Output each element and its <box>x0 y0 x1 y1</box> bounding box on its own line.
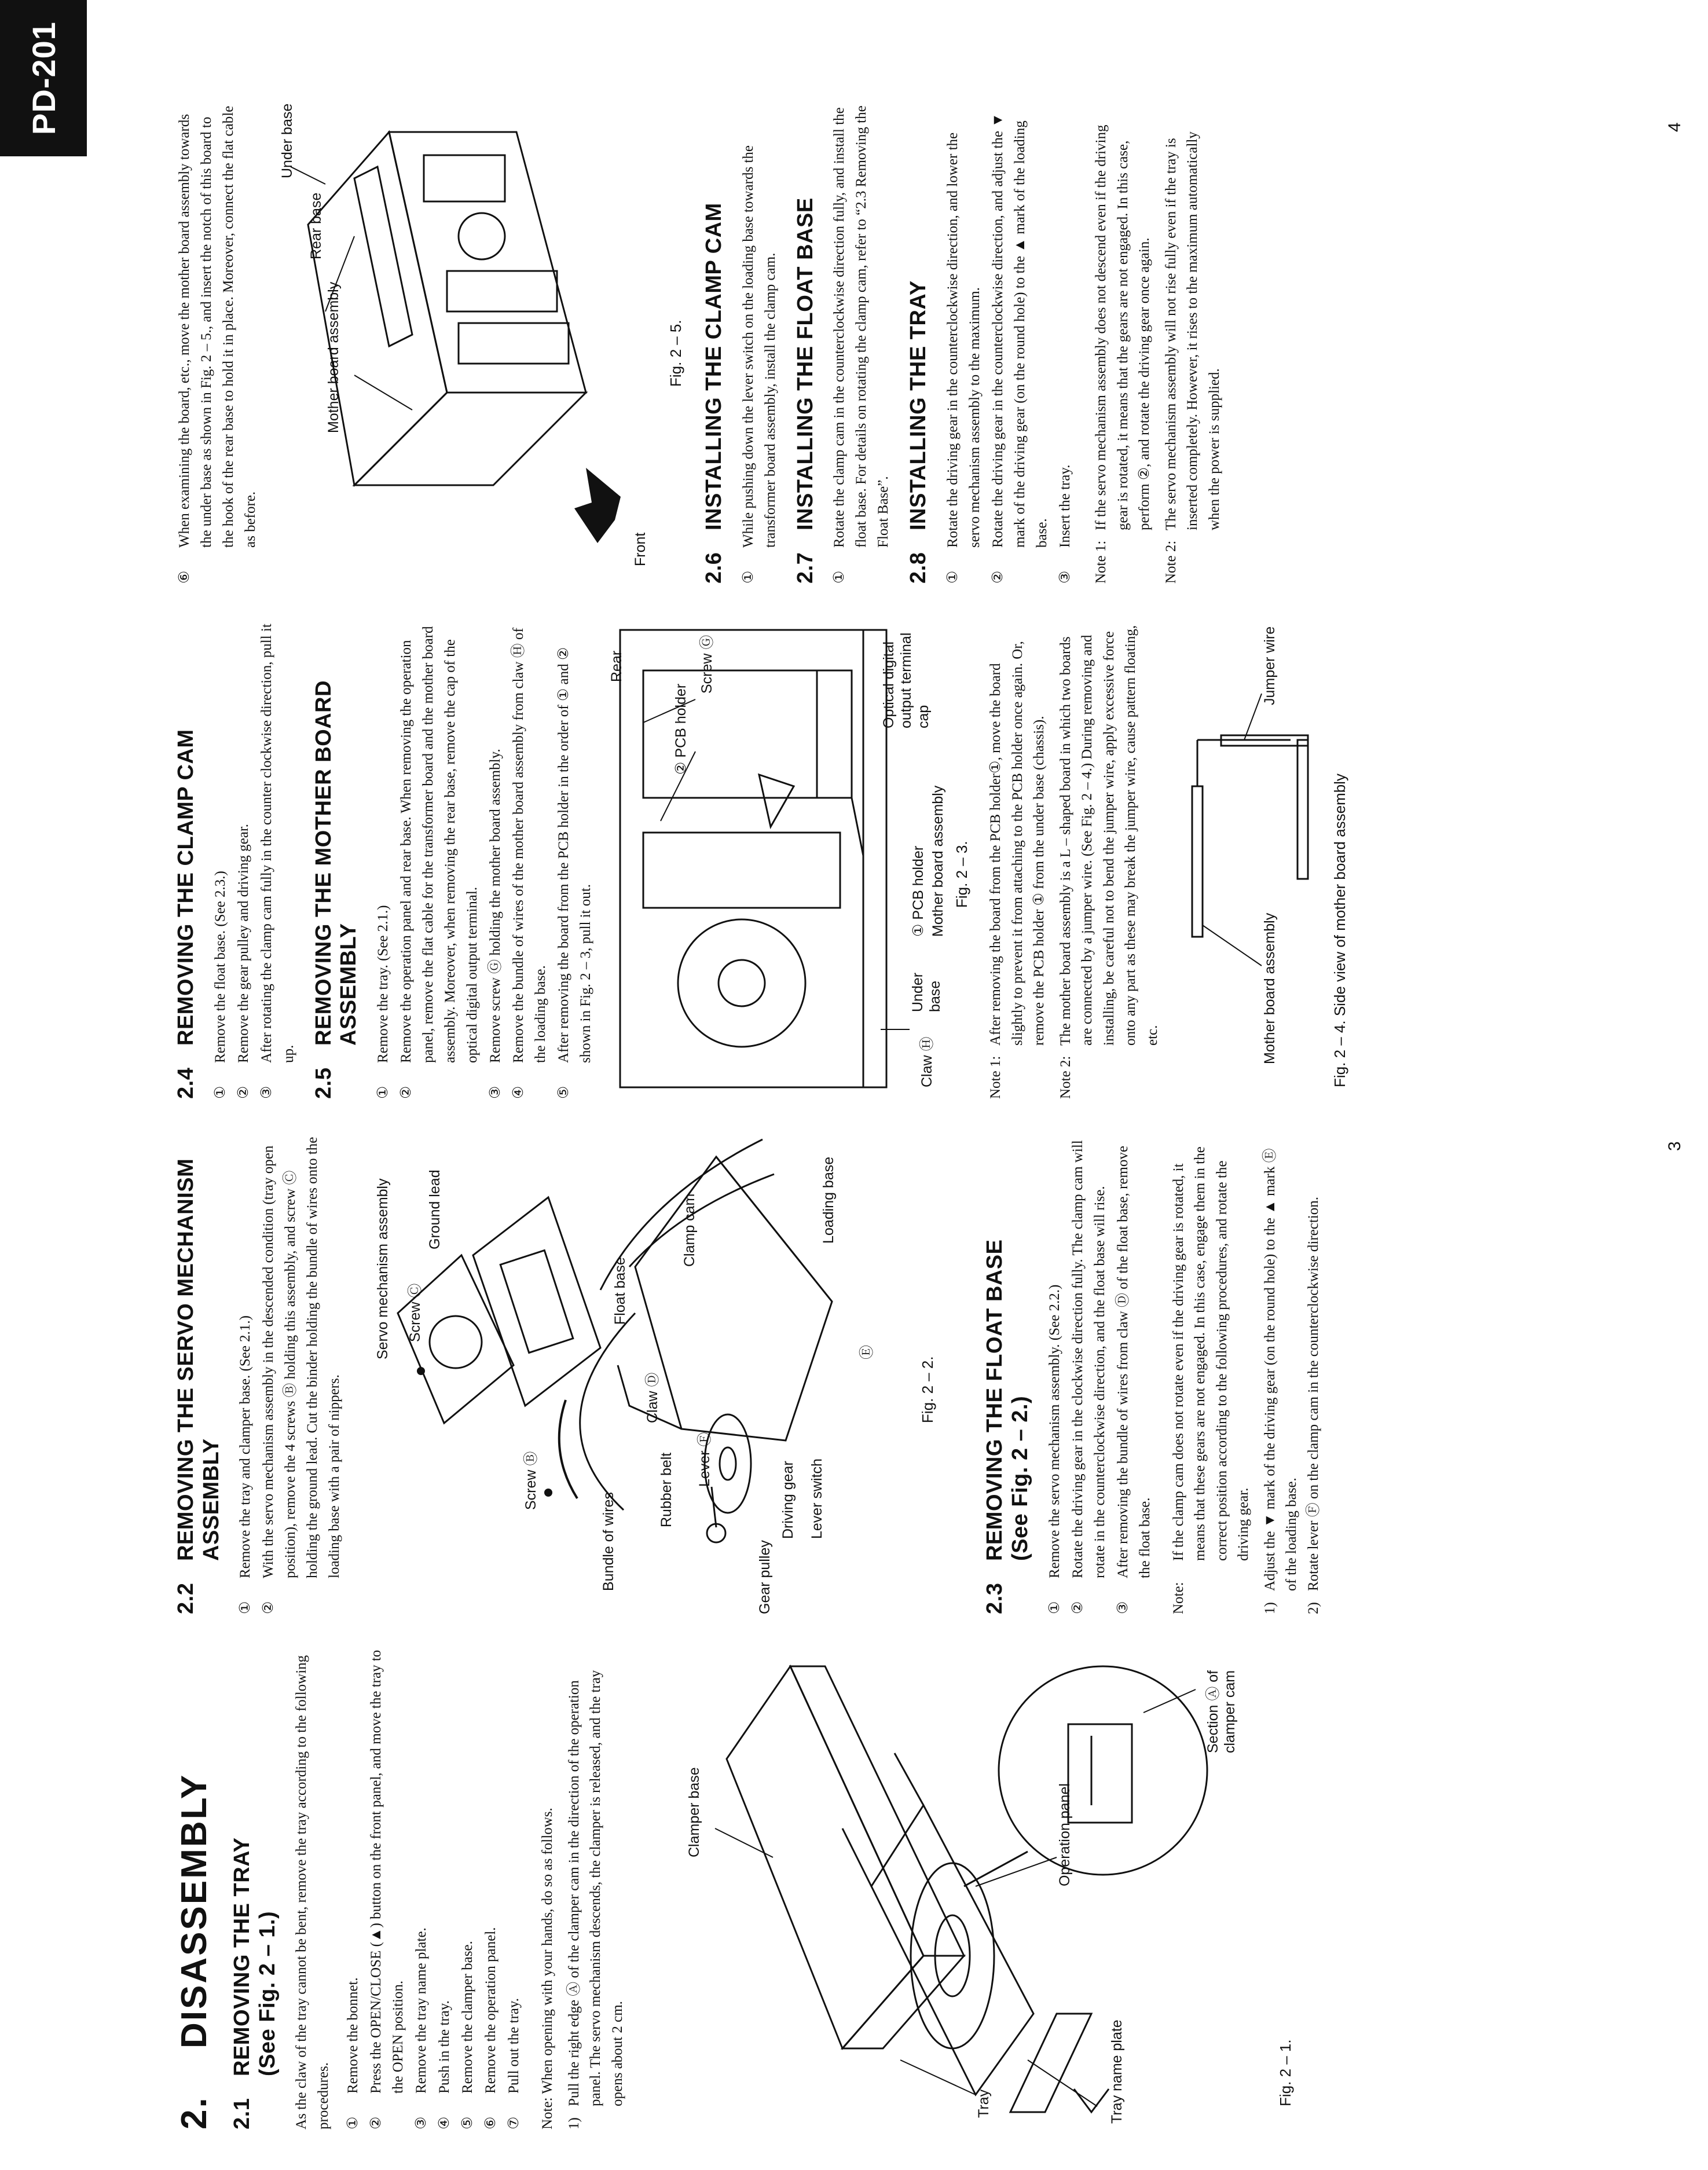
note-text: If the clamp cam does not rotate even if the driving gear is rotated, it means that these gears are not engaged. In this case, engage them in the correct position according to the following procedures, and rotate the driving gear. <box>1170 1146 1252 1561</box>
section-2-3-note <box>1168 1134 1255 1614</box>
column-2 <box>0 1134 1708 1614</box>
section-2-3-sub-2 <box>1303 1134 1325 1614</box>
label-screw-c: Screw Ⓒ <box>407 1283 424 1342</box>
section-2-1-title <box>230 1649 280 2129</box>
step-text: Remove the servo mechanism assembly. (See 2.2.) <box>1046 1284 1062 1578</box>
note-label: Note 1: <box>1093 540 1109 584</box>
step-text: Rotate the driving gear in the clockwise direction fully. The clamp cam will rotate in the counterclockwise direction, and the float base will rise. <box>1069 1140 1108 1578</box>
section-title-line2: ASSEMBLY <box>199 1438 223 1561</box>
label-front: Front <box>632 532 648 566</box>
step-text: Rotate the driving gear in the counterclockwise direction, and lower the servo mechanism assembly to the maximum. <box>945 132 983 548</box>
step-marker: ② <box>1069 1601 1086 1614</box>
note-text: If the servo mechanism assembly does not descend even if the driving gear is rotated, it means that the gears are not engaged. In this case, perform ②, and rotate the driving gear once again. <box>1093 124 1153 530</box>
step-text: Remove the bundle of wires of the mother board assembly from claw Ⓗ of the loading base. <box>511 628 549 1063</box>
section-number: 2.7 <box>793 552 818 584</box>
note-text: Rotate lever Ⓕ on the clamp cam in the counterclockwise direction. <box>1305 1196 1321 1591</box>
step-marker: ③ <box>413 2116 430 2129</box>
section-title-line1: REMOVING THE SERVO MECHANISM <box>174 1158 198 1561</box>
note-label: 2) <box>1305 1602 1321 1614</box>
section-title-line1: INSTALLING THE TRAY <box>906 280 931 530</box>
step-text: Press the OPEN/CLOSE (▲) button on the front panel, and move the tray to the OPEN position. <box>368 1650 406 2094</box>
list-item <box>829 103 895 584</box>
step-marker: ② <box>261 1601 277 1614</box>
label-optical-line2: output terminal <box>898 632 915 728</box>
label-lever-switch: Lever switch <box>809 1458 826 1539</box>
label-optical-line1: Optical digital <box>881 641 897 728</box>
label-under-line2: base <box>927 980 944 1012</box>
label-servo-mechanism: Servo mechanism assembly <box>375 1178 391 1359</box>
chapter-number: 2. <box>174 2096 214 2129</box>
figure-2-5 <box>273 103 702 584</box>
list-item <box>342 1649 364 2129</box>
section-2-5-note-1 <box>985 618 1050 1099</box>
section-2-7-steps <box>829 103 895 584</box>
list-item <box>233 618 255 1099</box>
section-2-7-title <box>793 103 819 584</box>
step-marker: ① <box>212 1086 228 1099</box>
step-text: Remove screw Ⓖ holding the mother board assembly. <box>488 749 504 1063</box>
list-item <box>210 618 232 1099</box>
step-text: Remove the operation panel and rear base. When removing the operation panel, remove the flat cable for the transformer board and the mother board assembly. Moreover, when removing the rear base, remove the cap of the optical digital output terminal. <box>398 626 481 1063</box>
section-title-line2: (See Fig. 2 – 2.) <box>1008 1395 1033 1561</box>
step-text: Remove the tray. (See 2.1.) <box>375 905 391 1063</box>
section-number: 2.5 <box>311 1067 336 1099</box>
figure-2-2 <box>357 1134 983 1614</box>
chapter-title-text: DISASSEMBLY <box>174 1773 214 2048</box>
column-1 <box>0 1649 1708 2129</box>
step-marker: ① <box>831 570 848 584</box>
note-text: Pull the right edge Ⓐ of the clamper cam in the direction of the operation panel. The servo mechanism descends, the clamper is released, and the tray opens about 2 cm. <box>566 1670 625 2106</box>
label-claw-h: Claw Ⓗ <box>919 1036 936 1087</box>
step-text: When examining the board, etc., move the mother board assembly towards the under base as shown in Fig. 2 – 5., and insert the notch of this board to the hook of the rear base to hold it in place. Moreover, connect the flat cable as before. <box>177 105 258 548</box>
step-text: Remove the bonnet. <box>345 1977 361 2094</box>
section-2-8-note-2 <box>1160 103 1226 584</box>
section-2-5-title <box>311 618 362 1099</box>
list-item <box>256 618 300 1099</box>
section-2-6-title <box>702 103 727 584</box>
list-item <box>1054 103 1076 584</box>
step-marker: ③ <box>258 1086 274 1099</box>
list-item <box>485 618 507 1099</box>
step-marker: ② <box>398 1086 415 1099</box>
step-marker: ② <box>368 2116 384 2129</box>
label-screw-g: Screw Ⓖ <box>699 635 716 694</box>
section-2-1-note-item <box>563 1649 629 2129</box>
figure-2-2-caption: Fig. 2 – 2. <box>919 1356 937 1423</box>
list-item <box>174 103 262 584</box>
list-item <box>987 103 1053 584</box>
label-gear-pulley: Gear pulley <box>757 1540 774 1614</box>
note-label: 1) <box>566 2117 582 2129</box>
column-3 <box>0 618 1708 1099</box>
section-number: 2.6 <box>702 552 726 584</box>
list-item <box>508 618 552 1099</box>
step-marker: ① <box>375 1086 391 1099</box>
section-title-line1: REMOVING THE FLOAT BASE <box>983 1239 1007 1561</box>
label-rear-base: Rear base <box>308 192 324 259</box>
page-number-left: 3 <box>1665 1141 1684 1151</box>
label-pcb-holder-1: ① PCB holder <box>910 845 927 937</box>
section-2-8-title <box>906 103 932 584</box>
section-title-line1: INSTALLING THE CLAMP CAM <box>702 203 726 530</box>
step-marker: ⑦ <box>506 2116 522 2129</box>
side-view-diagram <box>1175 618 1320 1099</box>
section-number: 2.1 <box>230 2098 254 2129</box>
label-bundle-of-wires: Bundle of wires <box>600 1492 617 1591</box>
note-label: Note 2: <box>1163 540 1179 584</box>
label-tray-name-plate: Tray name plate <box>1109 2019 1126 2124</box>
step-text: Pull out the tray. <box>506 1997 522 2094</box>
label-mother-board-fig5: Mother board assembly <box>325 281 342 433</box>
label-tray: Tray <box>976 2089 992 2118</box>
label-lever-f: Lever Ⓕ <box>697 1432 713 1487</box>
section-title-line1: REMOVING THE TRAY <box>230 1837 254 2076</box>
step-marker: ③ <box>1057 570 1073 584</box>
label-optical-line3: cap <box>915 705 932 728</box>
figure-2-3 <box>609 618 971 1099</box>
label-rubber-belt: Rubber belt <box>658 1452 675 1527</box>
step-text: Remove the float base. (See 2.3.) <box>212 871 228 1063</box>
step-text: After rotating the clamp cam fully in the counter clockwise direction, pull it up. <box>258 624 296 1063</box>
label-clamp-cam: Clamp cam <box>681 1193 698 1267</box>
section-2-3-title <box>983 1134 1033 1614</box>
label-float-base: Float base <box>612 1257 629 1325</box>
section-2-2-title <box>174 1134 224 1614</box>
list-item <box>372 618 394 1099</box>
list-item <box>1067 1134 1111 1614</box>
label-mother-board-side: Mother board assembly <box>1262 912 1278 1064</box>
step-text: Rotate the clamp cam in the counterclockwise direction fully, and install the float base. For details on rotating the clamp cam, refer to “2.3 Removing the Float Base”. <box>831 105 892 548</box>
section-2-2-steps <box>234 1134 346 1614</box>
section-number: 2.8 <box>906 552 931 584</box>
section-2-6-steps <box>738 103 782 584</box>
label-section-a-line2: clamper cam <box>1222 1670 1238 1753</box>
figure-2-5-caption: Fig. 2 – 5. <box>667 320 684 387</box>
label-section-a-line1: Section Ⓐ of <box>1205 1670 1222 1753</box>
step-marker: ⑥ <box>177 570 192 584</box>
label-mark-e: Ⓔ <box>859 1344 875 1359</box>
step-text: Remove the gear pulley and driving gear. <box>235 823 251 1063</box>
column-4 <box>0 103 1708 584</box>
step-marker: ① <box>345 2116 361 2129</box>
label-claw-d: Claw Ⓓ <box>644 1372 661 1423</box>
label-ground-lead: Ground lead <box>427 1170 444 1249</box>
model-badge: PD-201 <box>0 0 87 156</box>
step-marker: ① <box>237 1601 254 1614</box>
label-screw-b: Screw Ⓑ <box>523 1451 540 1510</box>
section-2-8-note-1 <box>1090 103 1156 584</box>
figure-2-1-caption: Fig. 2 – 1. <box>1277 2039 1295 2106</box>
section-2-1-intro: As the claw of the tray cannot be bent, remove the tray according to the following procedures. <box>294 1655 331 2129</box>
section-number: 2.4 <box>174 1067 198 1099</box>
step-text: Rotate the driving gear in the counterclockwise direction, and adjust the ▼ mark of the driving gear (on the round hole) to the ▲ mark of the loading base. <box>990 113 1050 548</box>
tray-diagram <box>651 1649 1253 2129</box>
step-marker: ④ <box>511 1086 527 1099</box>
note-text: The mother board assembly is a L – shaped board in which two boards are connected by a jumper wire. (See Fig. 2 – 4.) During removing and installing, be careful not to bend the jumper wire, apply excessive force onto any part as these may break the jumper wire, cause pattern floating, etc. <box>1057 625 1160 1046</box>
list-item <box>738 103 782 584</box>
step-marker: ⑤ <box>460 2116 476 2129</box>
step-text: After removing the board from the PCB holder in the order of ① and ② shown in Fig. 2 – 3, pull it out. <box>556 647 594 1063</box>
chapter-title <box>174 1649 215 2129</box>
list-item <box>395 618 483 1099</box>
section-2-1-note-head: Note: When opening with your hands, do so as follows. <box>540 1808 556 2129</box>
section-2-8-steps <box>942 103 1076 584</box>
step-text: Remove the tray and clamper base. (See 2.1.) <box>237 1315 254 1578</box>
label-driving-gear: Driving gear <box>780 1461 797 1539</box>
note-label: 1) <box>1262 1602 1278 1614</box>
section-2-3-steps <box>1044 1134 1156 1614</box>
note-text: The servo mechanism assembly will not rise fully even if the tray is inserted completely. However, it rises to the maximum automatically when the power is supplied. <box>1163 131 1222 530</box>
section-title-line1: INSTALLING THE FLOAT BASE <box>793 197 818 530</box>
list-item <box>434 1649 456 2129</box>
list-item <box>365 1649 409 2129</box>
label-jumper-wire: Jumper wire <box>1262 626 1278 705</box>
note-text: After removing the board from the PCB holder①, move the board slightly to prevent it from attaching to the PCB holder once again. Or, remove the PCB holder ① from the under base (chassis). <box>988 641 1047 1046</box>
list-item <box>942 103 986 584</box>
step-text: Insert the tray. <box>1057 464 1073 548</box>
step-text: With the servo mechanism assembly in the descended condition (tray open position), remove the 4 screws Ⓑ holding this assembly, and screw Ⓒ holding the ground lead. Cut the binder holding the bundle of wires onto the loading base with a pair of nippers. <box>261 1137 343 1578</box>
label-pcb-holder-2: ② PCB holder <box>673 683 690 775</box>
list-item <box>1044 1134 1066 1614</box>
section-title-line2: ASSEMBLY <box>336 923 361 1046</box>
step-text: Remove the tray name plate. <box>413 1927 430 2094</box>
step-marker: ① <box>740 570 756 584</box>
step-text: Push in the tray. <box>437 2000 453 2094</box>
figure-2-4-caption: Fig. 2 – 4. Side view of mother board assembly <box>1331 774 1349 1087</box>
label-under-base: Under base <box>279 103 295 178</box>
step-marker: ③ <box>1115 1601 1131 1614</box>
list-item <box>410 1649 433 2129</box>
section-2-5-steps <box>372 618 597 1099</box>
figure-2-4 <box>1175 618 1366 1099</box>
section-number: 2.2 <box>174 1582 198 1614</box>
step-marker: ④ <box>437 2116 453 2129</box>
section-2-3-sub-1 <box>1259 1134 1303 1614</box>
step-marker: ① <box>1046 1601 1062 1614</box>
label-mother-board: Mother board assembly <box>930 785 947 937</box>
list-item <box>1112 1134 1156 1614</box>
step-text: Remove the operation panel. <box>483 1927 499 2094</box>
step-marker: ③ <box>488 1086 504 1099</box>
figure-2-3-caption: Fig. 2 – 3. <box>953 841 971 908</box>
section-2-4-steps <box>210 618 300 1099</box>
list-item <box>457 1649 479 2129</box>
step-marker: ② <box>990 570 1006 584</box>
list-item <box>234 1134 256 1614</box>
note-label: Note 1: <box>988 1055 1004 1099</box>
step-marker: ① <box>945 570 961 584</box>
page-number-right: 4 <box>1665 122 1684 132</box>
label-clamper-base: Clamper base <box>686 1767 703 1857</box>
note-label: Note 2: <box>1057 1055 1073 1099</box>
step-text: After removing the bundle of wires from claw Ⓓ of the float base, remove the float base. <box>1115 1146 1153 1578</box>
step-text: Remove the clamper base. <box>460 1941 476 2094</box>
note-text: Adjust the ▼ mark of the driving gear (on the round hole) to the ▲ mark Ⓔ of the loading base. <box>1262 1148 1300 1591</box>
step-marker: ⑥ <box>483 2116 499 2129</box>
step-marker: ② <box>235 1086 251 1099</box>
section-2-5-note-2 <box>1055 618 1164 1099</box>
list-item <box>553 618 597 1099</box>
section-title-line2: (See Fig. 2 – 1.) <box>255 1911 280 2076</box>
section-number: 2.3 <box>983 1582 1007 1614</box>
list-item <box>258 1134 346 1614</box>
mother-board-diagram <box>609 618 910 1099</box>
section-2-4-title <box>174 618 199 1099</box>
label-loading-base: Loading base <box>820 1156 837 1244</box>
section-2-5-step-6 <box>174 103 262 584</box>
section-2-1-steps <box>342 1649 525 2129</box>
step-text: While pushing down the lever switch on the loading base towards the transformer board assembly, install the clamp cam. <box>740 145 778 548</box>
list-item <box>480 1649 502 2129</box>
figure-2-1 <box>651 1649 1335 2129</box>
note-label: Note: <box>1170 1582 1186 1614</box>
list-item <box>503 1649 525 2129</box>
label-operation-panel: Operation panel <box>1057 1783 1073 1886</box>
section-title-line1: REMOVING THE MOTHER BOARD <box>311 680 336 1046</box>
section-title-line1: REMOVING THE CLAMP CAM <box>174 729 198 1046</box>
label-under-line1: Under <box>910 972 926 1012</box>
step-marker: ⑤ <box>556 1086 572 1099</box>
label-rear: Rear <box>609 650 625 682</box>
